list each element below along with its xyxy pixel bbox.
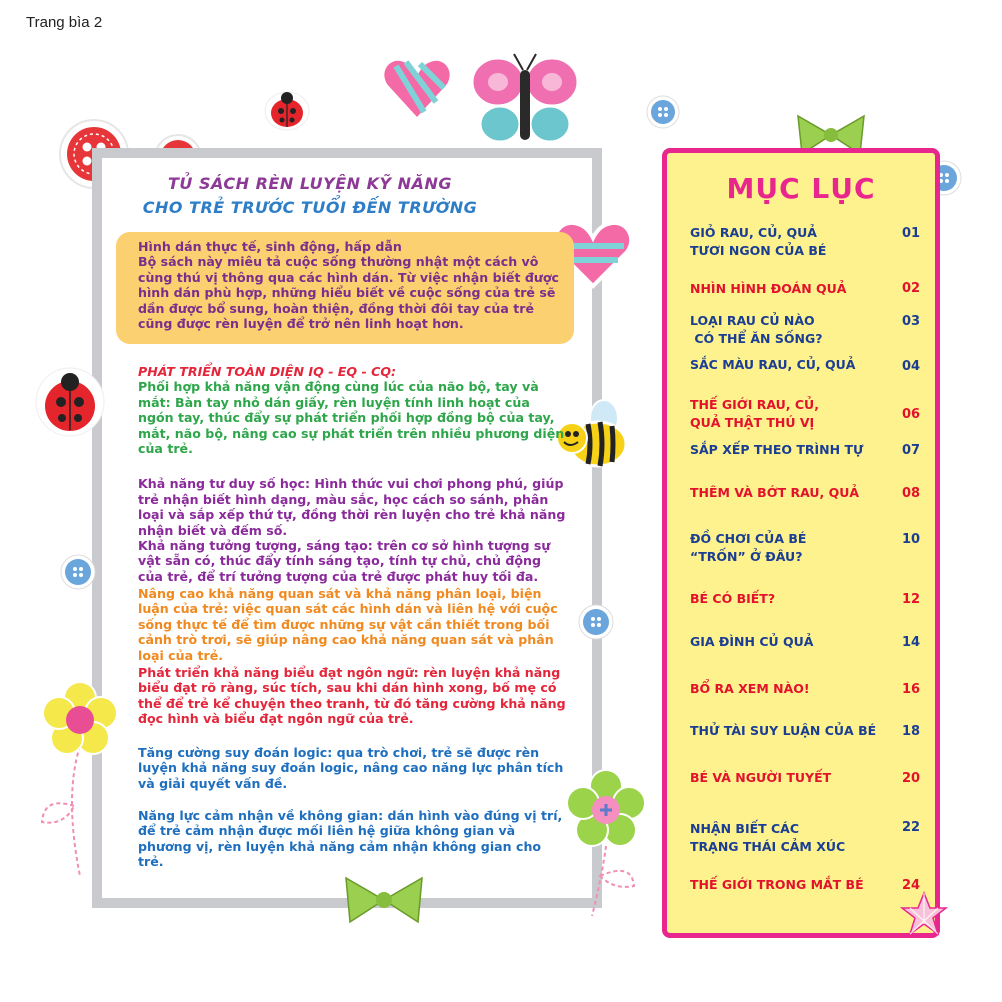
toc-page-10: 14	[902, 635, 921, 650]
section-language-body: Phát triển khả năng biểu đạt ngôn ngữ: rèn luyện khả năng biểu đạt rõ ràng, súc tích, sau khi dán hình xong, bố mẹ có thể để trẻ kể chuyện theo tranh, từ đó tăng cường khả năng đọc hình và biểu đạt ngôn ngữ của trẻ.	[138, 665, 566, 727]
intro-text	[138, 239, 568, 331]
toc-page-7: 08	[902, 486, 921, 501]
blue-button-icon-left	[60, 554, 96, 590]
toc-item-11[interactable]: BỔ RA XEM NÀO!	[690, 681, 810, 696]
toc-item-14[interactable]: NHẬN BIẾT CÁC TRẠNG THÁI CẢM XÚC	[690, 821, 846, 854]
section-logic	[138, 745, 568, 791]
toc-page-15: 24	[902, 878, 921, 893]
toc-page-8: 10	[902, 532, 921, 547]
toc-title: MỤC LỤC	[726, 172, 876, 205]
section-observation-body: Nâng cao khả năng quan sát và khả năng phân loại, biện luận của trẻ: việc quan sát các hình dán và liên hệ với cuộc sống thực tế để tìm được những sự vật cần thiết trong bối cảnh trò trơi, sẽ giúp nâng cao khả năng quan sát và phân loại của trẻ.	[138, 586, 558, 663]
intro-heading: Hình dán thực tế, sinh động, hấp dẫn	[138, 239, 402, 254]
toc-item-5[interactable]: THẾ GIỚI RAU, CỦ, QUẢ THẬT THÚ VỊ	[690, 397, 819, 430]
section-logic-body: Tăng cường suy đoán logic: qua trò chơi, trẻ sẽ được rèn luyện khả năng suy đoán logic, nâng cao năng lực phân tích và giải quyết vấn đề.	[138, 745, 564, 791]
blue-button-icon-top	[646, 95, 680, 129]
toc-page-2: 02	[902, 281, 921, 296]
toc-item-1[interactable]: GIỎ RAU, CỦ, QUẢ TƯƠI NGON CỦA BÉ	[690, 225, 827, 258]
toc-page-12: 18	[902, 724, 921, 739]
section-math-imagination-body: Khả năng tư duy số học: Hình thức vui chơi phong phú, giúp trẻ nhận biết hình dạng, màu sắc, học cách so sánh, phân loại và sắp xếp thứ tự, đồng thời rèn luyện cho trẻ khả năng nhận biết và đếm số. Khả năng tưởng tượng, sáng tạo: trên cơ sở hình tượng sự vật sẵn có, thúc đẩy tính sáng tạo, tính tự chủ, chủ động của trẻ, để trí tưởng tượng của trẻ được phát huy tối đa.	[138, 476, 566, 584]
section-development-body: Phối hợp khả năng vận động cùng lúc của não bộ, tay và mắt: Bàn tay nhỏ dán giấy, rèn luyện tính linh hoạt của ngón tay, thúc đẩy sự phát triển phối hợp đồng bộ của tay, mắt, não bộ, nâng cao sự phát triển trên nhiều phương diện của trẻ.	[138, 379, 565, 457]
toc-page-3: 03	[902, 314, 921, 329]
page-label: Trang bìa 2	[26, 14, 103, 31]
toc-page-9: 12	[902, 592, 921, 607]
flower-icon-green	[562, 766, 652, 916]
ladybug-icon-large	[34, 362, 106, 438]
section-space-body: Năng lực cảm nhận về không gian: dán hình vào đúng vị trí, để trẻ cảm nhận được mối liên hệ giữa không gian và phương vị, rèn luyện khả năng cảm nhận không gian cho trẻ.	[138, 808, 563, 870]
section-development	[138, 364, 568, 456]
intro-body: Bộ sách này miêu tả cuộc sống thường nhật một cách vô cùng thú vị thông qua các hình dán. Từ việc nhận biết được hình dán phù hợp, những hiểu biết về cuộc sống của trẻ sẽ dần được bổ sung, hoàn thiện, đồng thời đôi tay của trẻ cũng được rèn luyện để trở nên linh hoạt hơn.	[138, 254, 559, 332]
section-language	[138, 665, 568, 727]
toc-page-1: 01	[902, 226, 921, 241]
green-bow-icon-bottom	[338, 872, 430, 928]
toc-item-8[interactable]: ĐỒ CHƠI CỦA BÉ “TRỐN” Ở ĐÂU?	[690, 531, 807, 564]
series-title-line1: TỦ SÁCH RÈN LUYỆN KỸ NĂNG	[168, 174, 452, 193]
toc-item-10[interactable]: GIA ĐÌNH CỦ QUẢ	[690, 634, 814, 649]
toc-page-14: 22	[902, 820, 921, 835]
flower-icon-yellow	[34, 676, 124, 876]
butterfly-icon	[470, 50, 580, 148]
toc-item-3[interactable]: LOẠI RAU CỦ NÀO CÓ THỂ ĂN SỐNG?	[690, 313, 823, 346]
toc-item-12[interactable]: THỬ TÀI SUY LUẬN CỦA BÉ	[690, 723, 877, 738]
toc-item-15[interactable]: THẾ GIỚI TRONG MẮT BÉ	[690, 877, 864, 892]
ladybug-icon-small	[262, 86, 312, 132]
toc-page-6: 07	[902, 443, 921, 458]
section-space	[138, 808, 568, 870]
section-development-heading: PHÁT TRIỂN TOÀN DIỆN IQ - EQ - CQ:	[138, 364, 397, 379]
section-math-imagination	[138, 461, 568, 584]
toc-item-2[interactable]: NHÌN HÌNH ĐOÁN QUẢ	[690, 281, 847, 296]
toc-item-9[interactable]: BÉ CÓ BIẾT?	[690, 591, 776, 606]
star-icon-pink	[900, 890, 948, 938]
toc-page-4: 04	[902, 359, 921, 374]
toc-item-13[interactable]: BÉ VÀ NGƯỜI TUYẾT	[690, 770, 832, 785]
toc-item-7[interactable]: THÊM VÀ BỚT RAU, QUẢ	[690, 485, 860, 500]
toc-item-6[interactable]: SẮP XẾP THEO TRÌNH TỰ	[690, 442, 864, 457]
toc-page-13: 20	[902, 771, 921, 786]
toc-page-5: 06	[902, 407, 921, 422]
blue-button-icon-mid	[578, 604, 614, 640]
series-title-line2	[90, 198, 530, 217]
toc-item-4[interactable]: SẮC MÀU RAU, CỦ, QUẢ	[690, 357, 856, 372]
heart-icon-stripes	[380, 52, 454, 124]
toc-page-11: 16	[902, 682, 921, 697]
series-title-line2-text: CHO TRẺ TRƯỚC TUỔI ĐẾN TRƯỜNG	[142, 198, 478, 217]
section-observation	[138, 586, 568, 663]
